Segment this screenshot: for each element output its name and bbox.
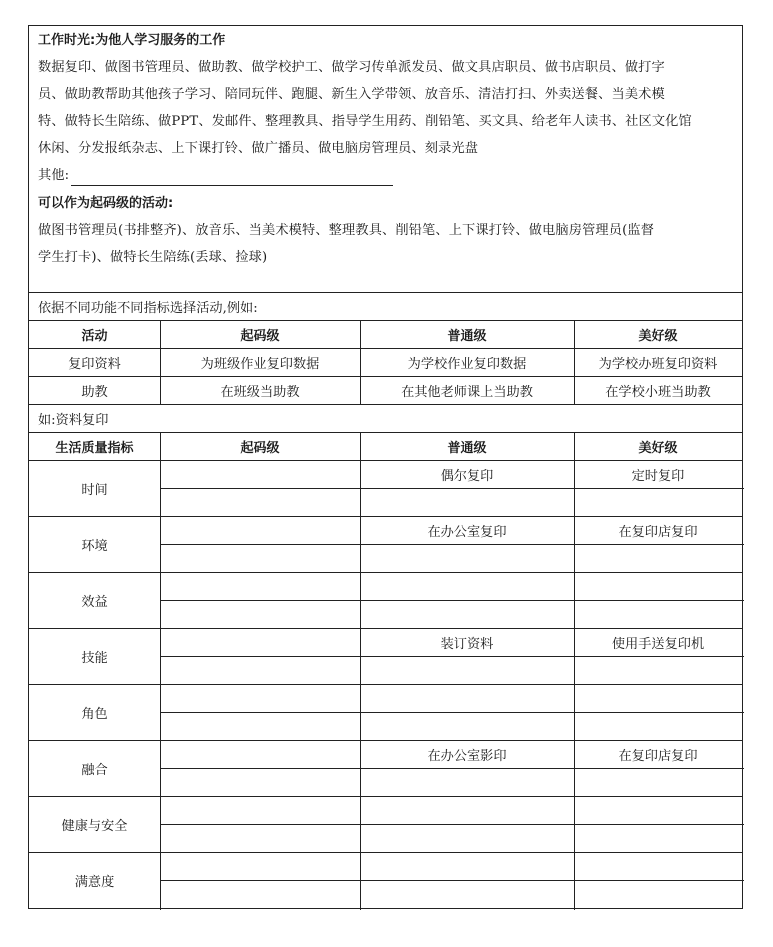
worksheet-frame — [28, 25, 743, 909]
quality-cell[interactable] — [360, 824, 574, 852]
work-line-4: 休闲、分发报纸杂志、上下课打铃、做广播员、做电脑房管理员、刻录光盘 — [38, 141, 479, 156]
quality-cell[interactable] — [574, 544, 742, 572]
quality-cell[interactable] — [574, 852, 742, 880]
quality-cell[interactable] — [160, 684, 360, 712]
quality-cell[interactable] — [360, 684, 574, 712]
activity-header-activity: 活动 — [81, 328, 108, 344]
quality-cell[interactable] — [574, 488, 742, 516]
quality-cell[interactable] — [160, 628, 360, 656]
quality-row-label: 环境 — [81, 538, 108, 554]
quality-header-good: 美好级 — [638, 440, 678, 456]
quality-row-label: 时间 — [81, 482, 108, 498]
activity-row-2-normal: 在其他老师课上当助教 — [401, 384, 533, 400]
divider — [160, 824, 744, 825]
activity-row-2-good: 在学校小班当助教 — [605, 384, 711, 400]
quality-header-indicator: 生活质量指标 — [55, 440, 134, 456]
quality-cell[interactable] — [360, 768, 574, 796]
divider — [160, 488, 744, 489]
quality-cell[interactable] — [160, 880, 360, 908]
quality-cell[interactable] — [160, 768, 360, 796]
quality-cell[interactable] — [574, 796, 742, 824]
other-label: 其他: — [38, 168, 70, 183]
work-section-title: 工作时光:为他人学习服务的工作 — [38, 33, 226, 48]
quality-cell[interactable] — [360, 712, 574, 740]
quality-cell[interactable]: 在复印店复印 — [618, 524, 698, 540]
quality-cell[interactable]: 在办公室影印 — [427, 748, 507, 764]
quality-cell[interactable] — [574, 656, 742, 684]
activity-row-2-name: 助教 — [81, 384, 108, 400]
quality-cell[interactable] — [574, 768, 742, 796]
starter-section-title: 可以作为起码级的活动: — [38, 196, 174, 211]
activity-header-basic: 起码级 — [240, 328, 280, 344]
quality-row-label: 角色 — [81, 706, 108, 722]
quality-header-normal: 普通级 — [447, 440, 487, 456]
divider — [160, 600, 744, 601]
quality-cell[interactable] — [360, 796, 574, 824]
quality-cell[interactable] — [574, 684, 742, 712]
divider — [160, 656, 744, 657]
quality-cell[interactable] — [574, 572, 742, 600]
quality-cell[interactable] — [360, 852, 574, 880]
example-intro: 依据不同功能不同指标选择活动,例如: — [38, 300, 258, 316]
quality-cell[interactable] — [360, 572, 574, 600]
divider — [160, 880, 744, 881]
work-line-1: 数据复印、做图书管理员、做助教、做学校护工、做学习传单派发员、做文具店职员、做书店职员、做打字 — [38, 60, 665, 75]
quality-cell[interactable] — [160, 572, 360, 600]
quality-cell[interactable]: 偶尔复印 — [440, 468, 494, 484]
quality-cell[interactable]: 定时复印 — [631, 468, 685, 484]
quality-cell[interactable]: 在办公室复印 — [427, 524, 507, 540]
activity-row-1-good: 为学校办班复印资料 — [598, 356, 718, 372]
activity-header-normal: 普通级 — [447, 328, 487, 344]
activity-header-good: 美好级 — [638, 328, 678, 344]
quality-row-label: 健康与安全 — [61, 818, 128, 834]
quality-cell[interactable]: 装订资料 — [440, 636, 494, 652]
quality-cell[interactable] — [160, 544, 360, 572]
other-line — [38, 166, 393, 186]
quality-row-label: 技能 — [81, 650, 108, 666]
quality-cell[interactable] — [360, 488, 574, 516]
activity-row-1-normal: 为学校作业复印数据 — [407, 356, 527, 372]
quality-cell[interactable] — [574, 600, 742, 628]
quality-cell[interactable] — [160, 488, 360, 516]
quality-cell[interactable]: 在复印店复印 — [618, 748, 698, 764]
quality-cell[interactable] — [160, 516, 360, 544]
intro-section — [29, 26, 742, 292]
activity-row-2-basic: 在班级当助教 — [220, 384, 300, 400]
other-fill-blank[interactable] — [71, 171, 393, 186]
quality-cell[interactable] — [360, 880, 574, 908]
activity-row-1-name: 复印资料 — [68, 356, 121, 372]
quality-cell[interactable] — [160, 796, 360, 824]
starter-line-1: 做图书管理员(书排整齐)、放音乐、当美术模特、整理教具、削铅笔、上下课打铃、做电脑房管理员(监督 — [38, 223, 655, 238]
quality-header-basic: 起码级 — [240, 440, 280, 456]
quality-cell[interactable]: 使用手送复印机 — [611, 636, 705, 652]
divider — [29, 404, 742, 405]
work-line-2: 员、做助教帮助其他孩子学习、陪同玩伴、跑腿、新生入学带领、放音乐、清洁打扫、外卖送餐、当美术模 — [38, 87, 665, 102]
quality-cell[interactable] — [160, 656, 360, 684]
divider — [160, 712, 744, 713]
quality-cell[interactable] — [160, 824, 360, 852]
divider — [160, 544, 744, 545]
quality-cell[interactable] — [360, 544, 574, 572]
work-line-3: 特、做特长生陪练、做PPT、发邮件、整理教具、指导学生用药、削铅笔、买文具、给老年人读书、社区文化馆 — [38, 114, 692, 129]
quality-cell[interactable] — [574, 824, 742, 852]
activity-row-1-basic: 为班级作业复印数据 — [200, 356, 320, 372]
quality-cell[interactable] — [360, 656, 574, 684]
quality-row-label: 融合 — [81, 762, 108, 778]
quality-cell[interactable] — [360, 600, 574, 628]
quality-cell[interactable] — [160, 460, 360, 488]
example-label: 如:资料复印 — [38, 412, 109, 428]
quality-cell[interactable] — [574, 880, 742, 908]
quality-cell[interactable] — [160, 712, 360, 740]
quality-cell[interactable] — [160, 740, 360, 768]
quality-cell[interactable] — [160, 852, 360, 880]
starter-line-2: 学生打卡)、做特长生陪练(丢球、捡球) — [38, 250, 268, 265]
quality-row-label: 效益 — [81, 594, 108, 610]
quality-row-label: 满意度 — [74, 874, 115, 890]
quality-cell[interactable] — [160, 600, 360, 628]
divider — [160, 768, 744, 769]
quality-cell[interactable] — [574, 712, 742, 740]
